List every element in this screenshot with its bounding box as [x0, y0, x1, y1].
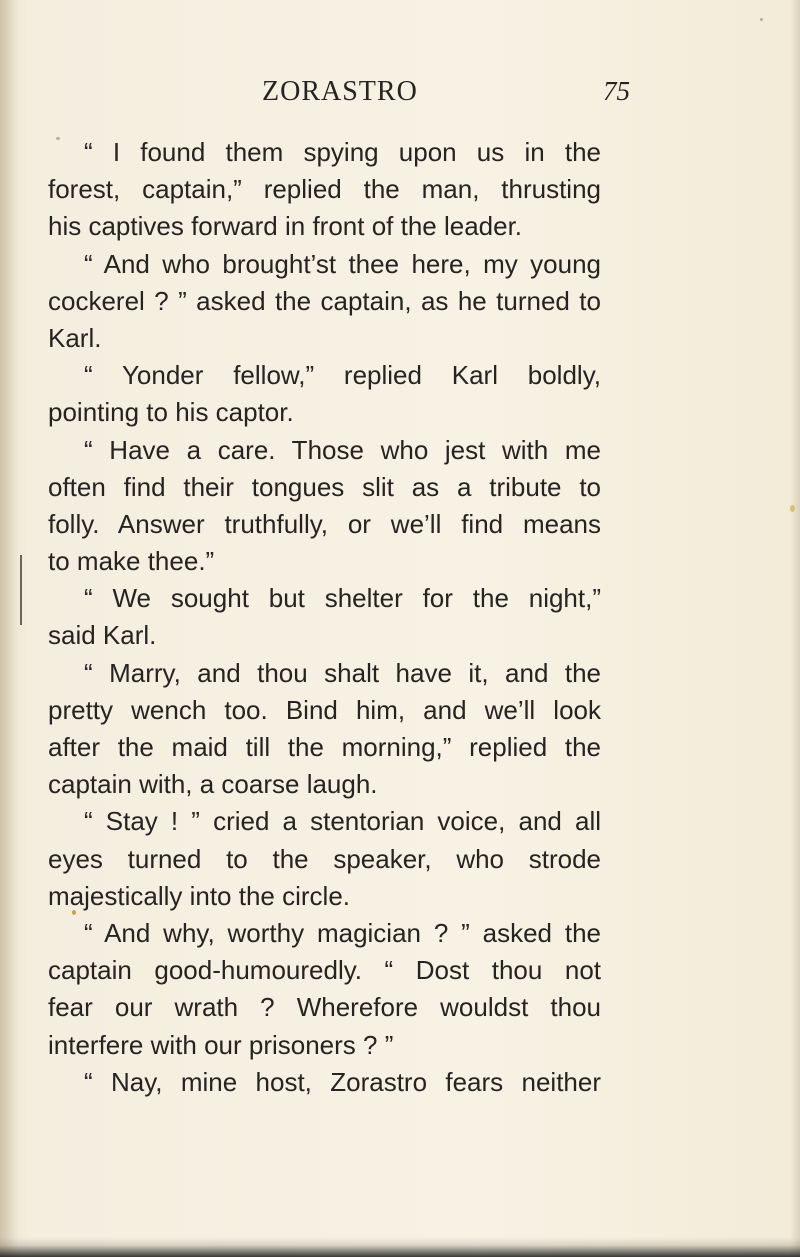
text-line: “ And who brought’st thee here, my young [84, 248, 601, 279]
text-line: “ And why, worthy magician ? ” asked the [84, 917, 601, 948]
page-gutter-shadow [0, 0, 18, 1257]
text-line: “ Stay ! ” cried a stentorian voice, and all [84, 806, 601, 837]
text-line: Karl. [48, 322, 102, 353]
page-header [0, 76, 800, 116]
text-line: pretty wench too. Bind him, and we’ll look [48, 694, 601, 725]
text-line: eyes turned to the speaker, who strode [48, 843, 601, 874]
text-line: “ Yonder fellow,” replied Karl boldly, [84, 360, 601, 391]
running-head: ZORASTRO [262, 76, 418, 107]
text-line: “ Nay, mine host, Zorastro fears neither [84, 1066, 601, 1097]
text-line: “ Have a care. Those who jest with me [84, 434, 601, 465]
body-text [48, 134, 601, 1101]
paper-speck [790, 505, 795, 512]
text-line: captain with, a coarse laugh. [48, 769, 378, 800]
page-right-edge [790, 0, 800, 1257]
text-line: his captives forward in front of the leader. [48, 211, 523, 242]
text-line: fear our wrath ? Wherefore wouldst thou [48, 992, 601, 1023]
text-line: said Karl. [48, 620, 157, 651]
page-number: 75 [603, 76, 630, 106]
text-line: after the maid till the morning,” replied the [48, 732, 601, 762]
text-line: often find their tongues slit as a tribute to [48, 471, 601, 502]
text-line: “ Marry, and thou shalt have it, and the [84, 657, 601, 688]
margin-mark [20, 555, 22, 625]
text-line: cockerel ? ” asked the captain, as he turned to [48, 285, 601, 316]
text-line: captain good-humouredly. “ Dost thou not [48, 955, 601, 986]
text-line: pointing to his captor. [48, 397, 294, 428]
text-line: interfere with our prisoners ? ” [48, 1029, 394, 1060]
text-line: forest, captain,” replied the man, thrusting [48, 174, 601, 205]
text-line: to make thee.” [48, 546, 215, 577]
text-line: “ We sought but shelter for the night,” [84, 583, 601, 614]
text-line: “ I found them spying upon us in the [84, 137, 601, 167]
paper-speck [760, 18, 763, 21]
text-line: folly. Answer truthfully, or we’ll find means [48, 508, 601, 539]
page-bottom-edge [0, 1237, 800, 1257]
text-line: majestically into the circle. [48, 880, 350, 911]
